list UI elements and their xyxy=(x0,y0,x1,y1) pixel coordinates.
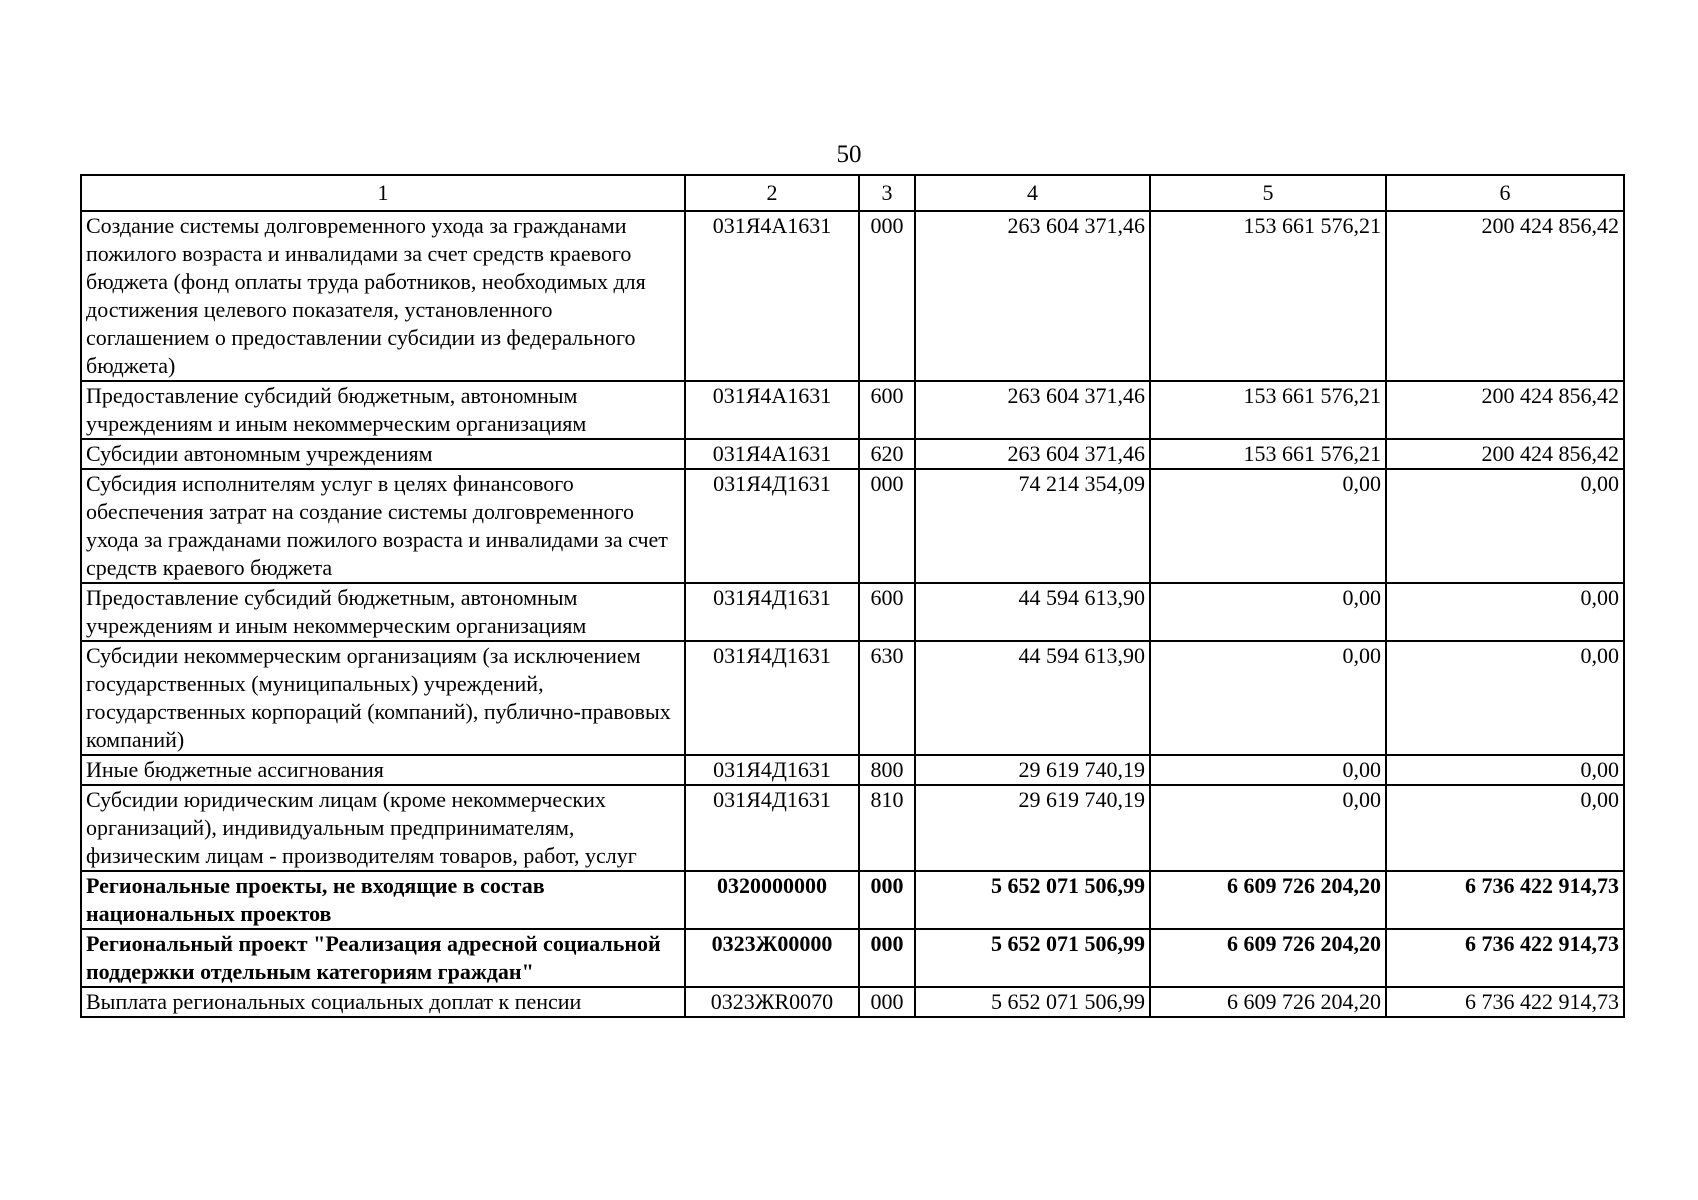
table-row xyxy=(81,583,1624,641)
row-amount-col5: 0,00 xyxy=(1150,755,1386,785)
row-name: Выплата региональных социальных доплат к пенсии xyxy=(81,987,685,1017)
table-row xyxy=(81,469,1624,583)
row-amount-col6: 6 736 422 914,73 xyxy=(1386,929,1624,987)
row-amount-col6: 200 424 856,42 xyxy=(1386,211,1624,381)
table-header-row xyxy=(81,175,1624,211)
row-amount-col5: 0,00 xyxy=(1150,785,1386,871)
row-amount-col6: 0,00 xyxy=(1386,785,1624,871)
row-amount-col6: 0,00 xyxy=(1386,469,1624,583)
row-amount-col5: 0,00 xyxy=(1150,583,1386,641)
row-target-code: 031Я4Д1631 xyxy=(685,583,859,641)
table-row xyxy=(81,987,1624,1017)
row-expense-type-code: 000 xyxy=(859,871,915,929)
row-amount-col6: 200 424 856,42 xyxy=(1386,439,1624,469)
row-expense-type-code: 810 xyxy=(859,785,915,871)
row-name: Региональные проекты, не входящие в состав национальных проектов xyxy=(81,871,685,929)
row-name: Иные бюджетные ассигнования xyxy=(81,755,685,785)
row-target-code: 031Я4А1631 xyxy=(685,381,859,439)
row-amount-col4: 44 594 613,90 xyxy=(915,583,1150,641)
row-target-code: 031Я4Д1631 xyxy=(685,641,859,755)
row-amount-col6: 200 424 856,42 xyxy=(1386,381,1624,439)
row-amount-col5: 0,00 xyxy=(1150,469,1386,583)
row-target-code: 031Я4Д1631 xyxy=(685,469,859,583)
row-amount-col5: 6 609 726 204,20 xyxy=(1150,929,1386,987)
budget-table xyxy=(80,174,1625,1018)
row-name: Предоставление субсидий бюджетным, автономным учреждениям и иным некоммерческим организациям xyxy=(81,583,685,641)
column-header-4: 4 xyxy=(915,175,1150,211)
table-row xyxy=(81,381,1624,439)
row-amount-col6: 6 736 422 914,73 xyxy=(1386,987,1624,1017)
row-name: Субсидии юридическим лицам (кроме некоммерческих организаций), индивидуальным предпринимателям, физическим лицам - производителям товаров, работ, услуг xyxy=(81,785,685,871)
row-name: Региональный проект "Реализация адресной социальной поддержки отдельным категориям граждан" xyxy=(81,929,685,987)
row-expense-type-code: 000 xyxy=(859,929,915,987)
table-row xyxy=(81,755,1624,785)
table-body xyxy=(81,211,1624,1017)
row-target-code: 0323ЖR0070 xyxy=(685,987,859,1017)
row-target-code: 0323Ж00000 xyxy=(685,929,859,987)
row-name: Предоставление субсидий бюджетным, автономным учреждениям и иным некоммерческим организациям xyxy=(81,381,685,439)
table-row xyxy=(81,871,1624,929)
column-header-3: 3 xyxy=(859,175,915,211)
row-expense-type-code: 600 xyxy=(859,381,915,439)
table-row xyxy=(81,211,1624,381)
table-row xyxy=(81,641,1624,755)
table-row xyxy=(81,929,1624,987)
row-name: Субсидии некоммерческим организациям (за исключением государственных (муниципальных) учреждений, государственных корпораций (компаний), публично-правовых компаний) xyxy=(81,641,685,755)
row-amount-col6: 0,00 xyxy=(1386,641,1624,755)
row-amount-col4: 29 619 740,19 xyxy=(915,755,1150,785)
row-amount-col5: 153 661 576,21 xyxy=(1150,439,1386,469)
row-amount-col5: 6 609 726 204,20 xyxy=(1150,871,1386,929)
row-target-code: 031Я4А1631 xyxy=(685,211,859,381)
row-amount-col5: 153 661 576,21 xyxy=(1150,381,1386,439)
table-row xyxy=(81,785,1624,871)
column-header-1: 1 xyxy=(81,175,685,211)
row-amount-col4: 263 604 371,46 xyxy=(915,381,1150,439)
row-target-code: 0320000000 xyxy=(685,871,859,929)
row-amount-col4: 5 652 071 506,99 xyxy=(915,871,1150,929)
row-amount-col5: 6 609 726 204,20 xyxy=(1150,987,1386,1017)
row-amount-col6: 0,00 xyxy=(1386,583,1624,641)
row-amount-col4: 5 652 071 506,99 xyxy=(915,987,1150,1017)
row-amount-col4: 5 652 071 506,99 xyxy=(915,929,1150,987)
row-amount-col6: 0,00 xyxy=(1386,755,1624,785)
row-target-code: 031Я4А1631 xyxy=(685,439,859,469)
row-target-code: 031Я4Д1631 xyxy=(685,785,859,871)
row-amount-col4: 263 604 371,46 xyxy=(915,439,1150,469)
row-expense-type-code: 000 xyxy=(859,211,915,381)
row-amount-col4: 44 594 613,90 xyxy=(915,641,1150,755)
page-number: 50 xyxy=(836,141,862,168)
row-amount-col6: 6 736 422 914,73 xyxy=(1386,871,1624,929)
row-amount-col4: 29 619 740,19 xyxy=(915,785,1150,871)
row-expense-type-code: 620 xyxy=(859,439,915,469)
row-amount-col4: 74 214 354,09 xyxy=(915,469,1150,583)
row-expense-type-code: 800 xyxy=(859,755,915,785)
table-row xyxy=(81,439,1624,469)
row-amount-col5: 153 661 576,21 xyxy=(1150,211,1386,381)
row-name: Субсидии автономным учреждениям xyxy=(81,439,685,469)
column-header-6: 6 xyxy=(1386,175,1624,211)
row-expense-type-code: 000 xyxy=(859,469,915,583)
row-expense-type-code: 630 xyxy=(859,641,915,755)
row-target-code: 031Я4Д1631 xyxy=(685,755,859,785)
column-header-2: 2 xyxy=(685,175,859,211)
row-name: Субсидия исполнителям услуг в целях финансового обеспечения затрат на создание системы долговременного ухода за гражданами пожилого возраста и инвалидами за счет средств краевого бюджета xyxy=(81,469,685,583)
row-amount-col5: 0,00 xyxy=(1150,641,1386,755)
row-name: Создание системы долговременного ухода за гражданами пожилого возраста и инвалидами за счет средств краевого бюджета (фонд оплаты труда работников, необходимых для достижения целевого показателя, установленного соглашением о предоставлении субсидии из федерального бюджета) xyxy=(81,211,685,381)
row-expense-type-code: 600 xyxy=(859,583,915,641)
column-header-5: 5 xyxy=(1150,175,1386,211)
row-expense-type-code: 000 xyxy=(859,987,915,1017)
row-amount-col4: 263 604 371,46 xyxy=(915,211,1150,381)
